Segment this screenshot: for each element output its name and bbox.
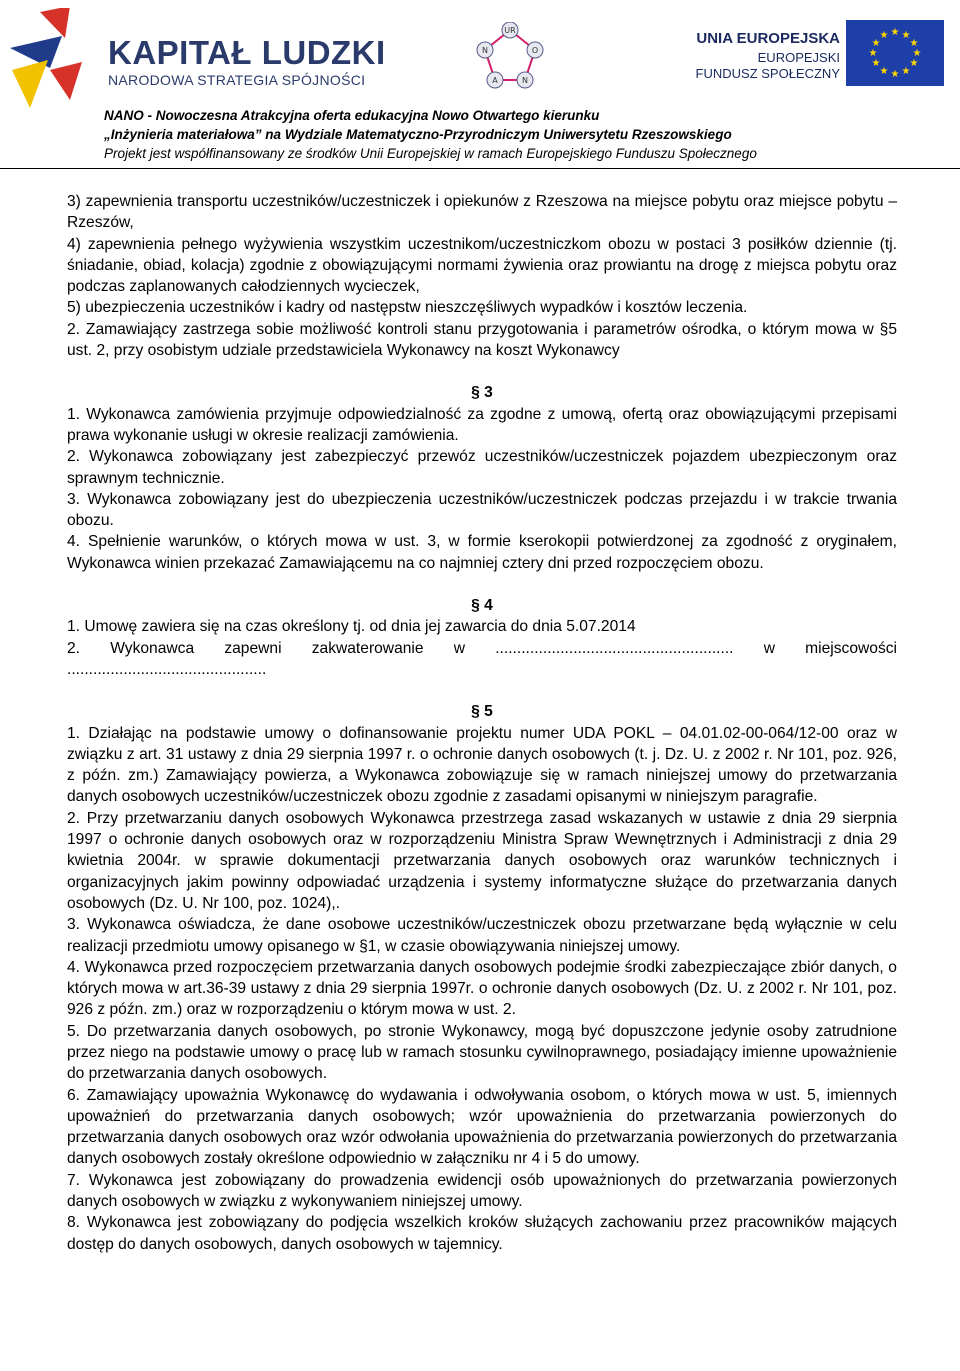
- paragraph: 4. Wykonawca przed rozpoczęciem przetwarzania danych osobowych podejmie środki zabezpieczające zbiór danych, o których mowa w art.36-39 ustawy z dnia 29 sierpnia 1997r. o ochronie danych osobowych (Dz. U. z 2002 r. Nr 101, poz. 926 z późn. zm.) oraz w rozporządzeniu o którym mowa w ust. 2.: [67, 958, 897, 1019]
- paragraph: 1. Umowę zawiera się na czas określony tj. od dnia jej zawarcia do dnia 5.07.2014: [67, 618, 636, 636]
- svg-text:★: ★: [871, 38, 881, 49]
- eu-flag-icon: [846, 20, 944, 86]
- paragraph: 6. Zamawiający upoważnia Wykonawcę do wydawania i odwoływania osobom, o których mowa w ust. 5, imiennych upoważnień do przetwarzania danych osobowych; wzór upoważnienia do przetwarzania powierzonych do przetwarzania danych osobowych oraz wzór odwołania upoważnienia do przetwarzania powierzonych do przetwarzania danych osobowych zostały określone odpowiednio w załączniku nr 4 i 5 do umowy.: [67, 1086, 897, 1168]
- svg-text:A: A: [492, 76, 498, 85]
- svg-text:★: ★: [909, 58, 919, 69]
- section-heading-5: § 5: [471, 703, 493, 721]
- kapital-ludzki-subtitle: NARODOWA STRATEGIA SPÓJNOŚCI: [108, 72, 366, 88]
- header-divider: [0, 168, 960, 169]
- project-line2: „Inżynieria materiałowa” na Wydziale Matematyczno-Przyrodniczym Uniwersytetu Rzeszowskiego: [104, 127, 732, 142]
- paragraph: 2. Przy przetwarzaniu danych osobowych Wykonawca przestrzega zasad wskazanych w ustawie z dnia 29 sierpnia 1997 o ochronie danych osobowych oraz w rozporządzeniu Ministra Spraw Wewnętrznych i Administracji z dnia 29 kwietnia 2004r. w sprawie dokumentacji przetwarzania danych osobowych oraz warunków technicznych i organizacyjnych jakim powinny odpowiadać urządzenia i systemy informatyczne służące do przetwarzania danych osobowych (Dz. U. Nr 100, poz. 1024),.: [67, 809, 897, 912]
- section-heading-3: § 3: [471, 384, 493, 402]
- svg-text:N: N: [522, 76, 528, 85]
- svg-text:★: ★: [879, 30, 889, 41]
- svg-text:★: ★: [909, 38, 919, 49]
- svg-text:★: ★: [868, 48, 878, 59]
- paragraph: 5. Do przetwarzania danych osobowych, po stronie Wykonawcy, mogą być dopuszczone jedynie osoby zatrudnione przez niego na podstawie umowy o pracę lub w ramach stosunku cywilnoprawnego, posiadający imienne upoważnienie do przetwarzania danych osobowych.: [67, 1022, 897, 1083]
- svg-text:★: ★: [912, 48, 922, 59]
- paragraph: 2. Zamawiający zastrzega sobie możliwość kontroli stanu przygotowania i parametrów ośrodka, o którym mowa w §5 ust. 2, przy osobistym udziale przedstawiciela Wykonawcy na koszt Wykonawcy: [67, 320, 897, 360]
- eu-text-line2: EUROPEJSKI: [757, 50, 840, 65]
- nano-molecule-logo: [470, 22, 560, 92]
- svg-text:O: O: [531, 46, 539, 55]
- kapital-ludzki-title: KAPITAŁ LUDZKI: [108, 34, 386, 71]
- paragraph: 3. Wykonawca oświadcza, że dane osobowe uczestników/uczestniczek obozu przetwarzane będą wyłącznie w celu realizacji przedmiotu umowy opisanego w §1, w czasie obowiązywania niniejszej umowy.: [67, 916, 897, 955]
- page-header: [0, 0, 960, 170]
- paragraph: 8. Wykonawca jest zobowiązany do podjęcia wszelkich kroków służących zachowaniu przez pracowników mających dostęp do danych osobowych, danych osobowych w tajemnicy.: [67, 1214, 897, 1253]
- paragraph: 1. Wykonawca zamówienia przyjmuje odpowiedzialność za zgodne z umową, ofertą oraz obowiązującymi przepisami prawa wykonanie usługi w okresie realizacji zamówienia.: [67, 405, 897, 444]
- paragraph: 4. Spełnienie warunków, o których mowa w ust. 3, w formie kserokopii potwierdzonej za zgodność z oryginałem, Wykonawca winien przekazać Zamawiającemu na co najmniej cztery dni przed rozpoczęciem obozu.: [67, 533, 897, 572]
- project-line3: Projekt jest współfinansowany ze środków Unii Europejskiej w ramach Europejskiego Funduszu Społecznego: [104, 146, 757, 161]
- svg-text:★: ★: [890, 69, 900, 80]
- project-line1: NANO - Nowoczesna Atrakcyjna oferta edukacyjna Nowo Otwartego kierunku: [104, 108, 600, 123]
- section-heading-4: § 4: [471, 597, 493, 615]
- kapital-ludzki-logo: [10, 8, 105, 118]
- svg-text:★: ★: [871, 58, 881, 69]
- paragraph: 3) zapewnienia transportu uczestników/uczestniczek i opiekunów z Rzeszowa na miejsce pobytu oraz miejsce pobytu – Rzeszów,: [67, 193, 897, 232]
- svg-text:UR: UR: [504, 26, 516, 35]
- eu-text-line3: FUNDUSZ SPOŁECZNY: [695, 66, 840, 81]
- eu-text-line1: UNIA EUROPEJSKA: [696, 30, 840, 47]
- paragraph: 3. Wykonawca zobowiązany jest do ubezpieczenia uczestników/uczestniczek podczas przejazdu i w trakcie trwania obozu.: [67, 490, 897, 530]
- paragraph: 2. Wykonawca zapewni zakwaterowanie w ....................................................... w miejscowości ..............................................: [67, 639, 897, 678]
- paragraph: 1. Działając na podstawie umowy o dofinansowanie projektu numer UDA POKL – 04.01.02-00-064/12-00 oraz w związku z art. 31 ustawy z dnia 29 sierpnia 1997 r. o ochronie danych osobowych (t. j. Dz. U. z 2002 r. Nr 101, poz. 926, z późn. zm.) Zamawiający powierza, a Wykonawca zobowiązuje się w ramach niniejszej umowy do przetwarzania danych osobowych uczestników/uczestniczek obozu zgodnie z zasadami opisanymi w niniejszym paragrafie.: [67, 724, 897, 806]
- svg-text:N: N: [482, 46, 488, 55]
- paragraph: 4) zapewnienia pełnego wyżywienia wszystkim uczestnikom/uczestniczkom obozu w postaci 3 posiłków dziennie (tj. śniadanie, obiad, kolacja) zgodnie z obowiązującymi normami żywienia oraz prowiantu na drogę z miejsca pobytu oraz podczas zaplanowanych całodziennych wycieczek,: [67, 235, 897, 296]
- svg-text:★: ★: [890, 27, 900, 38]
- project-info: [104, 106, 757, 163]
- eu-fund-text: [690, 30, 840, 81]
- paragraph: 2. Wykonawca zobowiązany jest zabezpieczyć przewóz uczestników/uczestniczek pojazdem ubezpieczonym oraz sprawnym technicznie.: [67, 448, 897, 487]
- svg-text:★: ★: [879, 66, 889, 77]
- paragraph: 5) ubezpieczenia uczestników i kadry od następstw nieszczęśliwych wypadków i kosztów leczenia.: [67, 299, 748, 317]
- svg-text:★: ★: [901, 66, 911, 77]
- paragraph: 7. Wykonawca jest zobowiązany do prowadzenia ewidencji osób upoważnionych do przetwarzania powierzonych danych osobowych w związku z wykonywaniem niniejszej umowy.: [67, 1171, 897, 1211]
- svg-text:★: ★: [901, 30, 911, 41]
- document-body: [67, 191, 897, 1255]
